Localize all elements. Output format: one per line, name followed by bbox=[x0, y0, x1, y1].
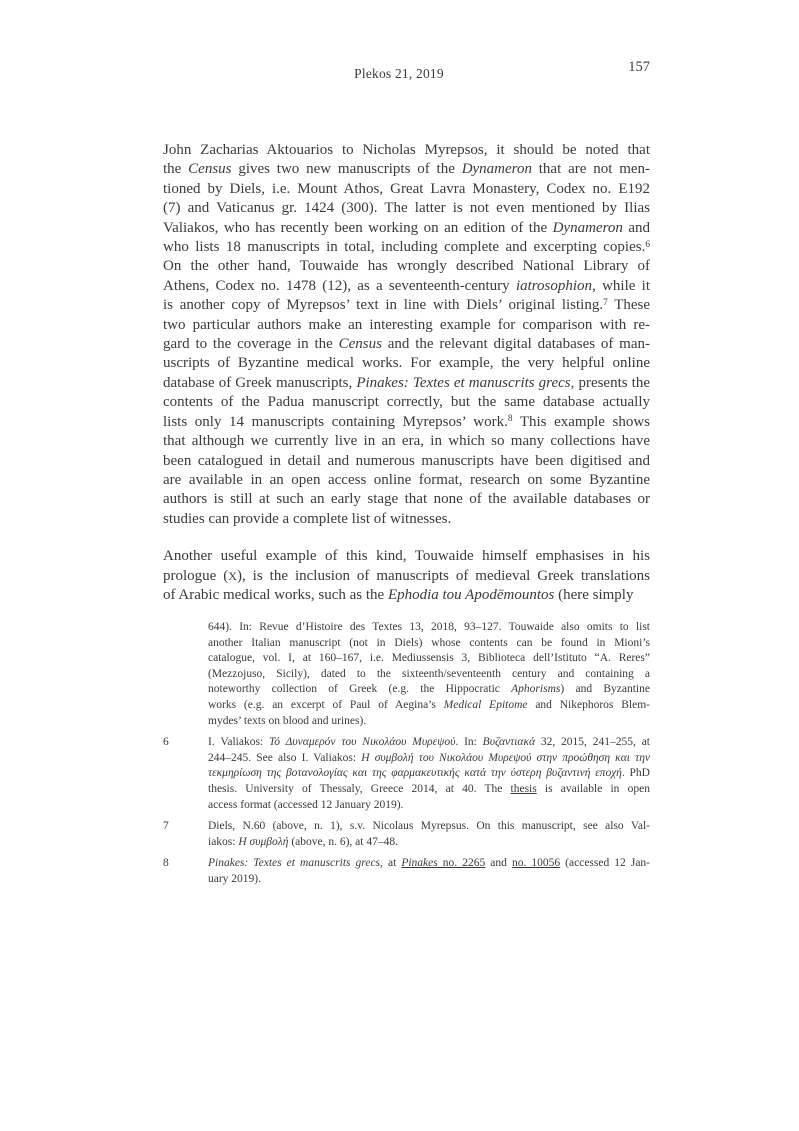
text-segment: , presents the bbox=[570, 374, 650, 391]
footnote-6 bbox=[163, 735, 650, 813]
text-line bbox=[208, 819, 650, 835]
text-line bbox=[163, 510, 650, 529]
text-segment: τεκμηρίωση της βοτανολογίας και της φαρμακευτικής κατά την ύστερη βυζαντινή εποχή bbox=[208, 767, 622, 780]
text-segment: that are not men- bbox=[531, 161, 651, 178]
text-segment: lists only 14 manuscripts containing Myrepsos’ work. bbox=[163, 413, 508, 430]
text-line bbox=[163, 547, 650, 566]
text-segment: Dynameron bbox=[461, 161, 532, 178]
footnote-text bbox=[208, 620, 650, 729]
text-segment: ), is the inclusion of manuscripts of medieval Greek translations bbox=[236, 567, 650, 584]
text-segment: two particular authors make an interesting example for comparison with re- bbox=[163, 316, 650, 333]
text-segment: On the other hand, Touwaide has wrongly described National Library of bbox=[163, 258, 650, 275]
text-segment: uary 2019). bbox=[208, 872, 262, 885]
text-segment: catalogue, vol. I, at 160–167, i.e. Mediussensis 3, Biblioteca dell’Istituto “A. Reres” bbox=[208, 652, 650, 665]
text-segment: Census bbox=[338, 336, 382, 353]
text-segment: iakos: bbox=[208, 835, 239, 848]
text-line bbox=[163, 335, 650, 354]
text-segment: Valiakos, who has recently been working on an edition of the bbox=[163, 219, 553, 236]
text-segment: Athens, Codex no. 1478 (12), as a seventeenth-century bbox=[163, 277, 516, 294]
text-segment: 32, 2015, 241–255, at bbox=[535, 736, 650, 749]
text-segment: (accessed 12 Jan- bbox=[560, 857, 650, 870]
text-line bbox=[163, 180, 650, 199]
text-segment: , at bbox=[380, 857, 402, 870]
text-segment: (above, n. 6), at 47–48. bbox=[288, 835, 398, 848]
text-line bbox=[163, 296, 650, 315]
footnote-text bbox=[208, 735, 650, 813]
text-segment: I. Valiakos: bbox=[208, 736, 269, 749]
text-segment: of Arabic medical works, such as the bbox=[163, 586, 388, 603]
text-segment: database of Greek manuscripts, bbox=[163, 374, 357, 391]
text-line bbox=[163, 199, 650, 218]
text-segment: gard to the coverage in the bbox=[163, 336, 339, 353]
text-segment: X bbox=[228, 568, 237, 583]
footnote-text bbox=[208, 819, 650, 850]
footnote-number: 7 bbox=[163, 820, 169, 833]
footnote-continuation bbox=[163, 620, 650, 729]
text-segment: Pinakes: Textes et manuscrits grecs bbox=[356, 374, 571, 391]
text-segment: the bbox=[163, 161, 189, 178]
paragraph-2 bbox=[163, 547, 650, 605]
text-line bbox=[163, 316, 650, 335]
page-number: 157 bbox=[628, 59, 650, 75]
text-segment: Ephodia tou Apodēmountos bbox=[387, 586, 555, 603]
text-line bbox=[163, 277, 650, 296]
footnote-text bbox=[208, 856, 650, 887]
text-segment: Medical Epitome bbox=[443, 698, 528, 711]
text-segment: access format (accessed 12 January 2019). bbox=[208, 798, 404, 811]
main-text bbox=[163, 141, 650, 605]
text-segment: 644). In: Revue d’Histoire des Textes 13, 2018, 93–127. Touwaide also omits to list bbox=[208, 621, 650, 633]
text-segment: , while it bbox=[592, 277, 650, 294]
text-segment: Βυζαντιακά bbox=[482, 736, 536, 749]
text-segment: Another useful example of this kind, Touwaide himself emphasises in his bbox=[163, 548, 650, 565]
paragraph-1 bbox=[163, 141, 650, 529]
text-line bbox=[163, 413, 650, 432]
text-segment: (here simply bbox=[554, 586, 634, 603]
hyperlink[interactable]: Pinakes bbox=[401, 857, 438, 870]
text-segment: . PhD bbox=[621, 767, 650, 780]
footnote-7 bbox=[163, 819, 650, 850]
text-line bbox=[163, 141, 650, 160]
text-segment: Pinakes: Textes et manuscrits grecs bbox=[208, 857, 381, 870]
text-line bbox=[163, 238, 650, 257]
text-line bbox=[208, 835, 650, 851]
text-line bbox=[163, 257, 650, 276]
text-segment: . In: bbox=[455, 736, 483, 749]
text-segment: contents of the Padua manuscript correctly, but the same database actually bbox=[163, 394, 650, 411]
text-line bbox=[163, 393, 650, 412]
text-segment: and Nikephoros Blem- bbox=[527, 698, 650, 711]
text-line bbox=[163, 432, 650, 451]
text-line bbox=[208, 735, 650, 751]
text-line bbox=[163, 490, 650, 509]
text-segment: 7 bbox=[603, 297, 608, 308]
text-segment: gives two new manuscripts of the bbox=[231, 161, 462, 178]
text-segment: and bbox=[485, 857, 512, 870]
text-line bbox=[208, 798, 650, 814]
footnote-number bbox=[163, 620, 208, 729]
hyperlink[interactable]: no. 10056 bbox=[511, 857, 561, 870]
text-line bbox=[208, 856, 650, 872]
footnote-number: 6 bbox=[163, 736, 169, 749]
text-segment: Census bbox=[188, 161, 232, 178]
text-line bbox=[208, 714, 650, 730]
text-segment: thesis. University of Thessaly, Greece 2014, at 40. The bbox=[208, 782, 511, 795]
text-segment: another Italian manuscript (not in Diels) whose contents can be found in Mioni’s bbox=[208, 636, 650, 649]
footnote-8 bbox=[163, 856, 650, 887]
text-segment: is another copy of Myrepsos’ text in line with Diels’ original listing. bbox=[163, 297, 604, 314]
text-segment: This example shows bbox=[512, 413, 650, 430]
footnote-number: 8 bbox=[163, 857, 169, 870]
text-segment: These bbox=[607, 297, 651, 314]
text-segment: Η συμβολή του Νικολάου Μυρεψού στην προώθηση και την bbox=[361, 751, 651, 764]
hyperlink[interactable]: thesis bbox=[510, 782, 537, 795]
text-line bbox=[163, 219, 650, 238]
text-segment: Aphorisms bbox=[511, 683, 561, 696]
journal-title: Plekos 21, 2019 bbox=[354, 66, 444, 81]
text-line bbox=[208, 782, 650, 798]
text-segment: Diels, N.60 (above, n. 1), s.v. Nicolaus Myrepsus. On this manuscript, see also Val- bbox=[208, 820, 650, 833]
text-line bbox=[208, 872, 650, 888]
text-segment: 8 bbox=[507, 414, 513, 425]
text-segment: ) and Byzantine bbox=[560, 683, 650, 696]
text-segment: John Zacharias Aktouarios to Nicholas Myrepsos, it should be noted that bbox=[163, 142, 650, 158]
text-line bbox=[163, 586, 650, 605]
text-segment: been catalogued in detail and numerous manuscripts have been digitised and bbox=[163, 452, 650, 469]
text-segment: Τό Δυναμερόν του Νικολάου Μυρεψού bbox=[268, 736, 456, 749]
text-line bbox=[208, 682, 650, 698]
text-segment: (Mezzojuso, Sicily), dated to the sixteenth/seventeenth century and containing a bbox=[208, 667, 650, 680]
text-segment: and bbox=[622, 219, 650, 236]
text-segment: is available in open bbox=[536, 782, 650, 795]
text-segment: mydes’ texts on blood and urines). bbox=[208, 714, 367, 727]
text-segment: authors is still at such an early stage that none of the available databases or bbox=[163, 491, 650, 508]
text-segment: who lists 18 manuscripts in total, including complete and excerpting copies. bbox=[163, 239, 646, 256]
text-segment: tioned by Diels, i.e. Mount Athos, Great Lavra Monastery, Codex no. E192 bbox=[163, 180, 650, 197]
text-line bbox=[208, 636, 650, 652]
text-line bbox=[163, 452, 650, 471]
text-line bbox=[208, 751, 650, 767]
text-segment: studies can provide a complete list of witnesses. bbox=[163, 510, 452, 527]
text-segment: iatrosophion bbox=[515, 277, 593, 294]
text-line bbox=[163, 471, 650, 490]
text-line bbox=[208, 698, 650, 714]
text-segment: and the relevant digital databases of man- bbox=[381, 336, 651, 353]
text-line bbox=[208, 766, 650, 782]
text-line bbox=[208, 651, 650, 667]
text-line bbox=[163, 354, 650, 373]
text-segment: 244–245. See also I. Valiakos: bbox=[208, 751, 362, 764]
text-segment: Η συμβολή bbox=[238, 835, 289, 848]
footnotes-section bbox=[163, 620, 650, 888]
text-line bbox=[163, 160, 650, 179]
text-line bbox=[163, 567, 650, 586]
text-segment: that although we currently live in an era, in which so many collections have bbox=[163, 433, 650, 450]
text-segment: 6 bbox=[645, 239, 650, 250]
text-line bbox=[163, 374, 650, 393]
text-line bbox=[208, 667, 650, 683]
text-segment: prologue ( bbox=[163, 567, 229, 584]
text-segment: are available in an open access online format, research on some Byzantine bbox=[163, 471, 650, 488]
text-segment: (7) and Vaticanus gr. 1424 (300). The latter is not even mentioned by Ilias bbox=[163, 200, 650, 217]
text-segment: noteworthy collection of Greek (e.g. the Hippocratic bbox=[208, 683, 512, 696]
hyperlink[interactable]: no. 2265 bbox=[437, 857, 486, 870]
text-segment: Dynameron bbox=[552, 219, 623, 236]
text-segment: uscripts of Byzantine medical works. For example, the very helpful online bbox=[163, 355, 650, 372]
text-line bbox=[208, 620, 650, 636]
text-segment: works (e.g. an excerpt of Paul of Aegina’s bbox=[208, 698, 444, 711]
